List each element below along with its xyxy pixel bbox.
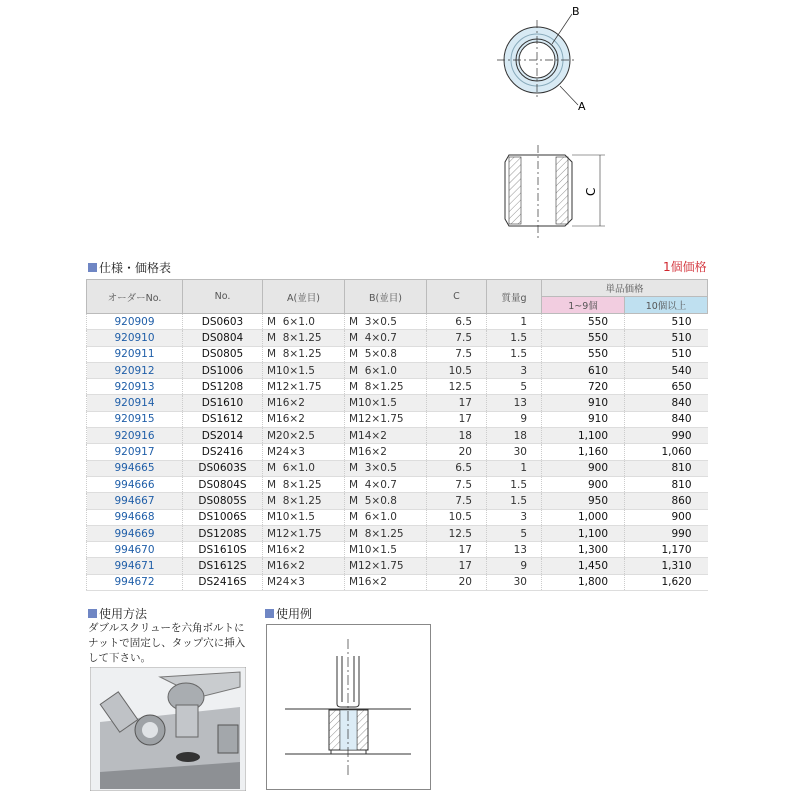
cell-thread-a: M24×3 [263, 444, 345, 460]
cell-mass: 3 [487, 509, 542, 525]
cell-thread-b: M10×1.5 [345, 395, 427, 411]
cell-price-10plus: 650 [625, 379, 708, 395]
cell-mass: 1 [487, 314, 542, 330]
cell-thread-a: M 6×1.0 [263, 314, 345, 330]
table-row [87, 574, 708, 590]
usage-example-drawing [266, 624, 432, 791]
cell-price-1-9: 900 [542, 476, 625, 492]
cell-length-c: 20 [427, 444, 487, 460]
cell-thread-b: M 5×0.8 [345, 493, 427, 509]
cell-thread-b: M10×1.5 [345, 542, 427, 558]
cell-thread-b: M16×2 [345, 574, 427, 590]
label-c: C [584, 187, 598, 196]
cell-model-no: DS0603S [183, 460, 263, 476]
cell-price-10plus: 1,170 [625, 542, 708, 558]
cell-model-no: DS0804 [183, 330, 263, 346]
cell-thread-a: M16×2 [263, 411, 345, 427]
usage-section-title [88, 605, 147, 622]
cell-price-10plus: 810 [625, 460, 708, 476]
cell-order-no[interactable]: 920917 [87, 444, 183, 460]
cell-model-no: DS0804S [183, 476, 263, 492]
square-bullet-icon [88, 609, 97, 618]
header-qty-1-9: 1~9個 [542, 297, 625, 314]
header-a: A(並目) [263, 280, 345, 314]
cell-thread-b: M 8×1.25 [345, 525, 427, 541]
cell-order-no[interactable]: 994672 [87, 574, 183, 590]
cell-length-c: 17 [427, 542, 487, 558]
cell-price-1-9: 910 [542, 411, 625, 427]
cell-price-10plus: 1,060 [625, 444, 708, 460]
cell-order-no[interactable]: 994667 [87, 493, 183, 509]
table-row [87, 346, 708, 362]
cell-price-1-9: 1,100 [542, 525, 625, 541]
cell-thread-a: M10×1.5 [263, 509, 345, 525]
cell-model-no: DS0805 [183, 346, 263, 362]
cell-price-10plus: 510 [625, 330, 708, 346]
usage-description: ダブルスクリューを六角ボルトにナットで固定し、タップ穴に挿入して下さい。 [88, 622, 246, 664]
cell-price-10plus: 840 [625, 395, 708, 411]
cell-length-c: 10.5 [427, 362, 487, 378]
cell-price-1-9: 610 [542, 362, 625, 378]
cell-mass: 9 [487, 411, 542, 427]
cell-price-10plus: 840 [625, 411, 708, 427]
usage-title-text: 使用方法 [99, 607, 148, 621]
cell-mass: 5 [487, 525, 542, 541]
cell-price-10plus: 810 [625, 476, 708, 492]
table-row [87, 525, 708, 541]
cell-length-c: 7.5 [427, 330, 487, 346]
cell-thread-b: M 3×0.5 [345, 314, 427, 330]
header-c: C [427, 280, 487, 314]
cell-model-no: DS1006S [183, 509, 263, 525]
cell-model-no: DS1006 [183, 362, 263, 378]
cell-thread-b: M14×2 [345, 428, 427, 444]
cell-model-no: DS1610S [183, 542, 263, 558]
usage-photo [90, 667, 246, 791]
cell-thread-b: M12×1.75 [345, 411, 427, 427]
cell-model-no: DS1612 [183, 411, 263, 427]
cell-mass: 1.5 [487, 493, 542, 509]
cell-price-10plus: 990 [625, 525, 708, 541]
cell-thread-b: M 4×0.7 [345, 330, 427, 346]
cell-thread-a: M24×3 [263, 574, 345, 590]
header-qty-10plus: 10個以上 [625, 297, 708, 314]
cell-price-10plus: 1,310 [625, 558, 708, 574]
cell-thread-a: M 8×1.25 [263, 346, 345, 362]
header-no: No. [183, 280, 263, 314]
cell-model-no: DS2416 [183, 444, 263, 460]
cell-length-c: 12.5 [427, 525, 487, 541]
cell-order-no[interactable]: 994668 [87, 509, 183, 525]
cell-thread-a: M16×2 [263, 395, 345, 411]
cell-price-1-9: 550 [542, 330, 625, 346]
table-row [87, 509, 708, 525]
front-view [497, 14, 578, 105]
spec-price-table [86, 279, 708, 591]
cell-order-no[interactable]: 994669 [87, 525, 183, 541]
cell-order-no[interactable]: 920909 [87, 314, 183, 330]
cell-price-1-9: 900 [542, 460, 625, 476]
cell-price-10plus: 510 [625, 314, 708, 330]
example-section-title [265, 605, 312, 622]
cell-order-no[interactable]: 920914 [87, 395, 183, 411]
cell-model-no: DS2416S [183, 574, 263, 590]
cell-model-no: DS1610 [183, 395, 263, 411]
header-unit-price: 単品価格 [542, 280, 708, 297]
square-bullet-icon [265, 609, 274, 618]
cell-thread-b: M 6×1.0 [345, 509, 427, 525]
cell-mass: 13 [487, 542, 542, 558]
cell-thread-b: M 3×0.5 [345, 460, 427, 476]
cell-order-no[interactable]: 920913 [87, 379, 183, 395]
table-row [87, 330, 708, 346]
cell-price-1-9: 1,300 [542, 542, 625, 558]
cell-thread-a: M16×2 [263, 542, 345, 558]
cell-length-c: 18 [427, 428, 487, 444]
square-bullet-icon [88, 263, 97, 272]
cell-length-c: 17 [427, 411, 487, 427]
label-a: A [578, 100, 586, 113]
cell-order-no[interactable]: 994671 [87, 558, 183, 574]
cell-mass: 9 [487, 558, 542, 574]
cell-mass: 13 [487, 395, 542, 411]
cell-price-10plus: 510 [625, 346, 708, 362]
cell-mass: 30 [487, 574, 542, 590]
table-row [87, 460, 708, 476]
cell-mass: 1.5 [487, 476, 542, 492]
example-title-text: 使用例 [276, 607, 313, 621]
cell-price-1-9: 550 [542, 346, 625, 362]
cell-length-c: 10.5 [427, 509, 487, 525]
table-row [87, 379, 708, 395]
header-order-no: オーダーNo. [87, 280, 183, 314]
cell-order-no[interactable]: 920910 [87, 330, 183, 346]
cell-price-10plus: 1,620 [625, 574, 708, 590]
cell-thread-b: M16×2 [345, 444, 427, 460]
cell-price-1-9: 1,100 [542, 428, 625, 444]
cell-thread-b: M 4×0.7 [345, 476, 427, 492]
spec-title-text: 仕様・価格表 [99, 261, 172, 275]
table-row [87, 314, 708, 330]
cell-model-no: DS0603 [183, 314, 263, 330]
cell-order-no[interactable]: 920911 [87, 346, 183, 362]
cell-thread-a: M16×2 [263, 558, 345, 574]
table-row [87, 558, 708, 574]
cell-length-c: 17 [427, 558, 487, 574]
table-row [87, 542, 708, 558]
table-row [87, 428, 708, 444]
cell-thread-a: M 8×1.25 [263, 330, 345, 346]
cell-price-1-9: 550 [542, 314, 625, 330]
cell-length-c: 20 [427, 574, 487, 590]
cell-mass: 3 [487, 362, 542, 378]
table-row [87, 362, 708, 378]
table-row [87, 411, 708, 427]
cell-model-no: DS1208 [183, 379, 263, 395]
cell-price-10plus: 990 [625, 428, 708, 444]
table-row [87, 476, 708, 492]
cell-price-1-9: 1,000 [542, 509, 625, 525]
cell-thread-b: M 8×1.25 [345, 379, 427, 395]
cell-price-1-9: 1,450 [542, 558, 625, 574]
cell-order-no[interactable]: 920915 [87, 411, 183, 427]
cell-thread-a: M 8×1.25 [263, 493, 345, 509]
cell-mass: 1 [487, 460, 542, 476]
label-b: B [572, 5, 580, 18]
cell-thread-b: M 5×0.8 [345, 346, 427, 362]
table-row [87, 493, 708, 509]
cell-length-c: 7.5 [427, 493, 487, 509]
cell-price-1-9: 720 [542, 379, 625, 395]
cell-model-no: DS0805S [183, 493, 263, 509]
cell-price-1-9: 1,800 [542, 574, 625, 590]
cell-thread-a: M12×1.75 [263, 379, 345, 395]
cell-price-10plus: 540 [625, 362, 708, 378]
cell-price-10plus: 900 [625, 509, 708, 525]
cell-length-c: 6.5 [427, 314, 487, 330]
cell-mass: 5 [487, 379, 542, 395]
cell-length-c: 7.5 [427, 346, 487, 362]
cell-thread-b: M 6×1.0 [345, 362, 427, 378]
table-row [87, 444, 708, 460]
table-row [87, 395, 708, 411]
cell-order-no[interactable]: 920916 [87, 428, 183, 444]
cell-mass: 1.5 [487, 330, 542, 346]
cell-price-10plus: 860 [625, 493, 708, 509]
cell-length-c: 6.5 [427, 460, 487, 476]
cell-thread-a: M 8×1.25 [263, 476, 345, 492]
cell-model-no: DS1612S [183, 558, 263, 574]
cell-model-no: DS1208S [183, 525, 263, 541]
cell-price-1-9: 950 [542, 493, 625, 509]
spec-section-title [88, 259, 171, 276]
cell-order-no[interactable]: 994670 [87, 542, 183, 558]
cell-order-no[interactable]: 994665 [87, 460, 183, 476]
cell-thread-a: M20×2.5 [263, 428, 345, 444]
price-note: 1個価格 [663, 260, 707, 274]
cell-mass: 1.5 [487, 346, 542, 362]
cell-mass: 30 [487, 444, 542, 460]
cell-length-c: 12.5 [427, 379, 487, 395]
header-b: B(並目) [345, 280, 427, 314]
cell-mass: 18 [487, 428, 542, 444]
cell-model-no: DS2014 [183, 428, 263, 444]
product-drawing [480, 0, 630, 245]
cell-price-1-9: 910 [542, 395, 625, 411]
cell-order-no[interactable]: 994666 [87, 476, 183, 492]
cell-thread-a: M12×1.75 [263, 525, 345, 541]
cell-price-1-9: 1,160 [542, 444, 625, 460]
header-mass: 質量g [487, 280, 542, 314]
cell-length-c: 17 [427, 395, 487, 411]
cell-thread-a: M10×1.5 [263, 362, 345, 378]
cell-thread-b: M12×1.75 [345, 558, 427, 574]
cell-length-c: 7.5 [427, 476, 487, 492]
cell-order-no[interactable]: 920912 [87, 362, 183, 378]
cell-thread-a: M 6×1.0 [263, 460, 345, 476]
